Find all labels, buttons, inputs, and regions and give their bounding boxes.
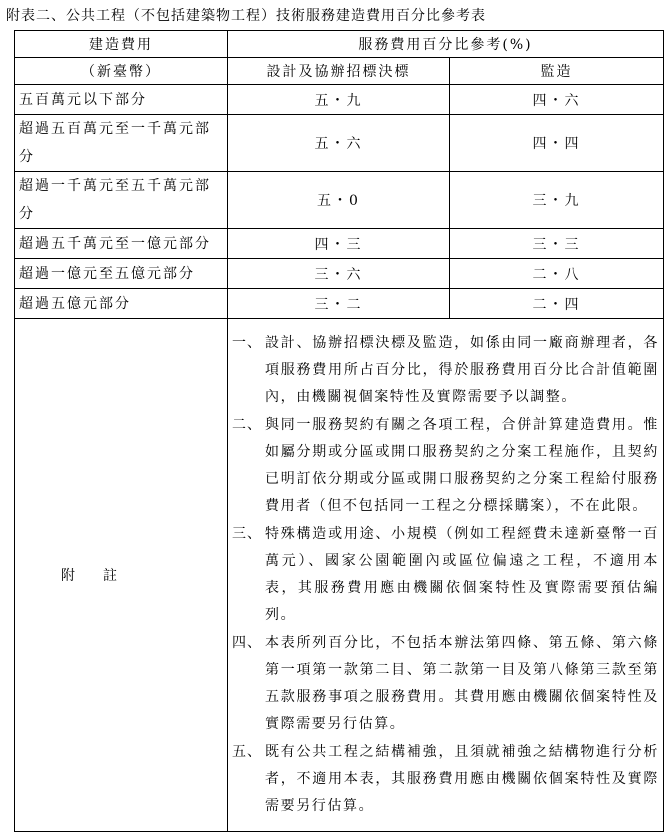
note-number: 一、 [232, 334, 262, 351]
supervision-percent: 二・八 [450, 259, 664, 289]
design-percent: 三・二 [228, 289, 450, 319]
note-item [232, 521, 659, 629]
design-percent: 四・三 [228, 229, 450, 259]
note-text: 既有公共工程之結構補強，且須就補強之結構物進行分析者，不適用本表，其服務費用應由機關依個案特性及實際需要另行估算。 [265, 743, 660, 814]
supervision-percent: 四・四 [450, 115, 664, 172]
table-row [15, 229, 664, 259]
table-row [15, 172, 664, 229]
notes-row [15, 319, 664, 832]
note-text: 與同一服務契約有關之各項工程，合併計算建造費用。惟如屬分期或分區或開口服務契約之分案工程施作，且契約已明訂依分期或分區或開口服務契約之分案工程給付服務費用者（但不包括同一工程之分標採購案），不在此限。 [265, 416, 660, 514]
header-row-2 [15, 58, 664, 85]
note-number: 五、 [232, 743, 262, 760]
note-text: 設計、協辦招標決標及監造，如係由同一廠商辦理者，各項服務費用所占百分比，得於服務費用百分比合計值範圍內，由機關視個案特性及實際需要予以調整。 [265, 334, 660, 405]
note-text: 本表所列百分比，不包括本辦法第四條、第五條、第六條第一項第一款第二目、第二款第一目及第八條第三款至第五款服務事項之服務費用。其費用應由機關依個案特性及實際需要另行估算。 [265, 634, 660, 732]
design-percent: 五・0 [228, 172, 450, 229]
table-row [15, 289, 664, 319]
notes-label-cell [15, 319, 228, 832]
design-percent: 五・九 [228, 85, 450, 115]
fee-reference-table [14, 30, 664, 832]
supervision-percent: 二・四 [450, 289, 664, 319]
design-percent: 五・六 [228, 115, 450, 172]
note-item [232, 412, 659, 520]
cost-range: 超過五百萬元至一千萬元部分 [15, 115, 228, 172]
header-row-1 [15, 31, 664, 58]
cost-range: 超過一億元至五億元部分 [15, 259, 228, 289]
header-supervision: 監造 [450, 58, 664, 85]
header-design: 設計及協辦招標決標 [228, 58, 450, 85]
supervision-percent: 四・六 [450, 85, 664, 115]
cost-range: 超過五千萬元至一億元部分 [15, 229, 228, 259]
cost-range: 超過一千萬元至五千萬元部分 [15, 172, 228, 229]
table-title: 附表二、公共工程（不包括建築物工程）技術服務建造費用百分比參考表 [6, 8, 486, 24]
note-number: 三、 [232, 525, 262, 542]
cost-range: 超過五億元部分 [15, 289, 228, 319]
header-service-fee-percent: 服務費用百分比參考(%) [228, 31, 664, 58]
supervision-percent: 三・九 [450, 172, 664, 229]
note-item [232, 630, 659, 738]
note-text: 特殊構造或用途、小規模（例如工程經費未達新臺幣一百萬元）、國家公園範圍內或區位偏遠之工程，不適用本表，其服務費用應由機關依個案特性及實際需要預估編列。 [265, 525, 660, 623]
note-number: 二、 [232, 416, 262, 433]
notes-cell [228, 319, 664, 832]
header-currency: （新臺幣） [15, 58, 228, 85]
table-row [15, 115, 664, 172]
supervision-percent: 三・三 [450, 229, 664, 259]
note-item [232, 330, 659, 411]
header-construction-cost: 建造費用 [15, 31, 228, 58]
note-item [232, 739, 659, 820]
cost-range: 五百萬元以下部分 [15, 85, 228, 115]
notes-label: 附註 [61, 568, 145, 584]
design-percent: 三・六 [228, 259, 450, 289]
note-number: 四、 [232, 634, 262, 651]
table-row [15, 85, 664, 115]
table-row [15, 259, 664, 289]
